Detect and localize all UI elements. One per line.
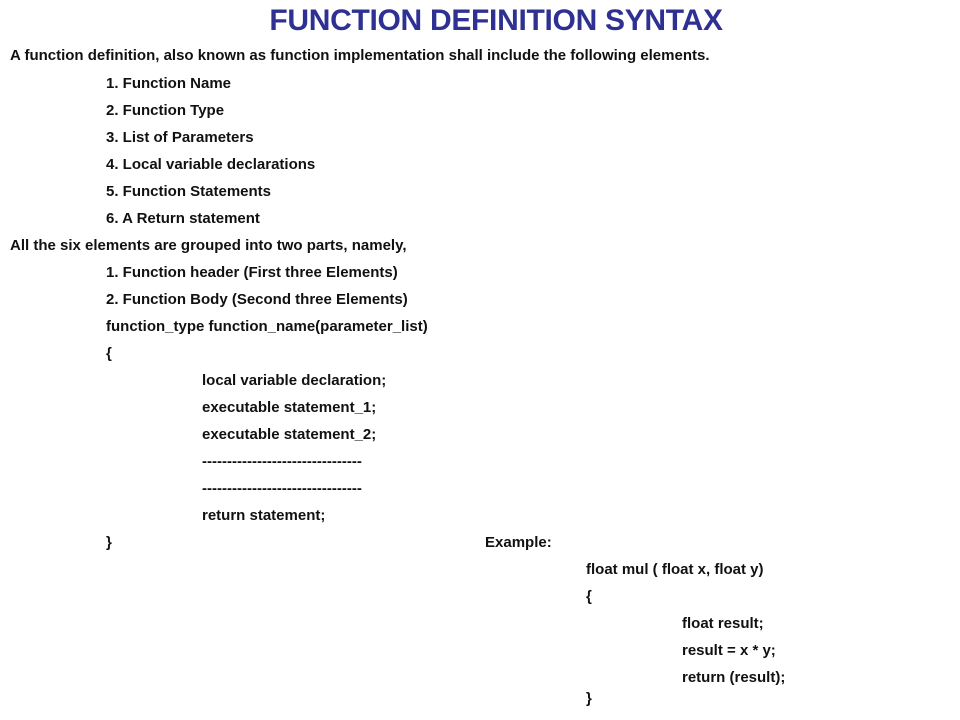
syntax-close-brace: } [106, 534, 112, 551]
grouping-text: All the six elements are grouped into two parts, namely, [10, 237, 407, 254]
syntax-open-brace: { [106, 345, 112, 362]
example-body-line-3: return (result); [682, 669, 786, 686]
element-item-5: 5. Function Statements [106, 183, 272, 200]
syntax-body-dashes-1: -------------------------------- [202, 453, 362, 470]
example-label: Example: [485, 534, 552, 551]
element-item-3: 3. List of Parameters [106, 129, 254, 146]
example-body-line-2: result = x * y; [682, 642, 776, 659]
element-item-2: 2. Function Type [106, 102, 225, 119]
element-item-6: 6. A Return statement [106, 210, 260, 227]
syntax-body-line-3: executable statement_2; [202, 426, 377, 443]
syntax-body-line-return: return statement; [202, 507, 326, 524]
syntax-body-dashes-2: -------------------------------- [202, 480, 362, 497]
example-header: float mul ( float x, float y) [586, 561, 764, 578]
part-item-2: 2. Function Body (Second three Elements) [106, 291, 408, 308]
example-open-brace: { [586, 588, 592, 605]
example-close-brace: } [586, 690, 592, 707]
syntax-body-line-2: executable statement_1; [202, 399, 377, 416]
element-item-1: 1. Function Name [106, 75, 232, 92]
slide-title: FUNCTION DEFINITION SYNTAX [269, 4, 723, 37]
intro-text: A function definition, also known as function implementation shall include the following elements. [10, 47, 710, 64]
syntax-header: function_type function_name(parameter_list) [106, 318, 428, 335]
syntax-body-line-1: local variable declaration; [202, 372, 387, 389]
element-item-4: 4. Local variable declarations [106, 156, 316, 173]
example-body-line-1: float result; [682, 615, 764, 632]
part-item-1: 1. Function header (First three Elements) [106, 264, 398, 281]
